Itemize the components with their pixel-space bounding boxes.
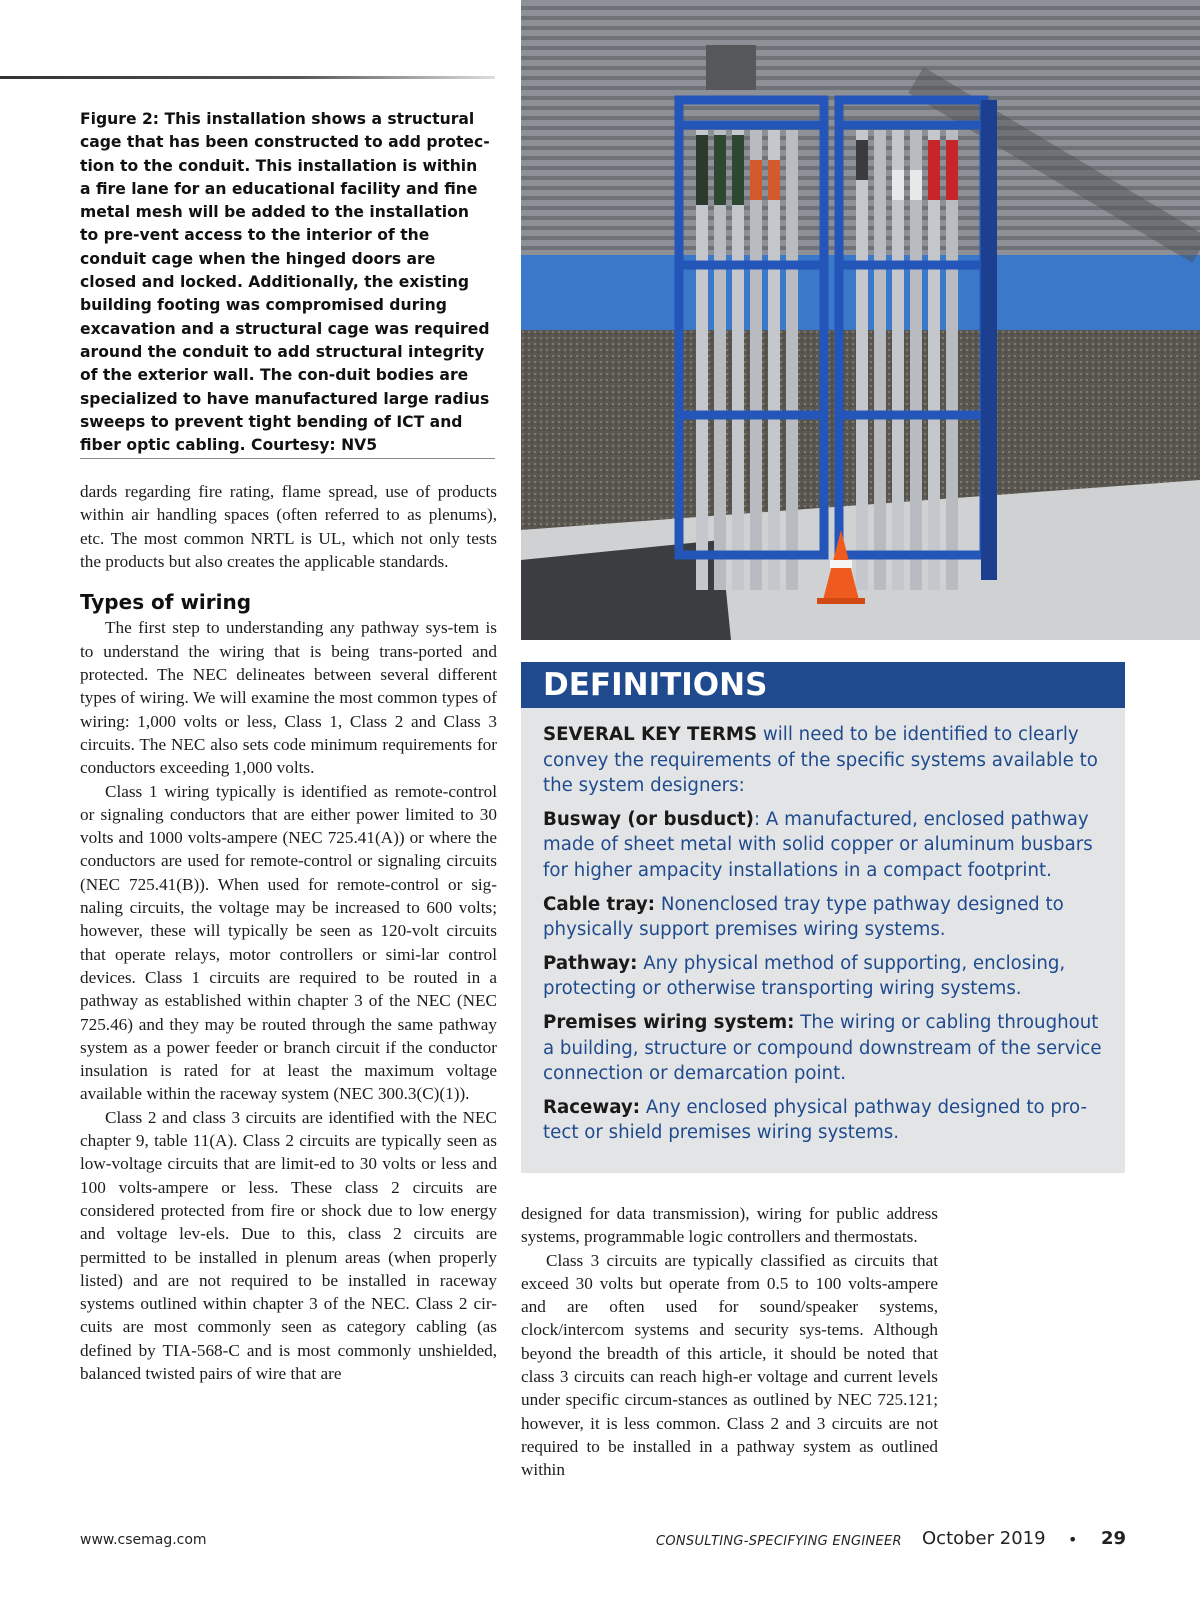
intro-bold: SEVERAL KEY TERMS [543, 724, 758, 745]
definition-item [543, 892, 1103, 943]
definition-sep: : [754, 808, 766, 830]
article-column-left [80, 480, 497, 1385]
paragraph: designed for data transmission), wiring for public address systems, programmable logic controllers and thermostats. [521, 1204, 938, 1247]
definition-item [543, 1010, 1103, 1087]
caption-divider [80, 458, 495, 459]
paragraph: The first step to understanding any pathway sys-tem is to understand the wiring that is being trans-ported and protected. The NEC delineates between several different types of wiring. We will examine the most common types of wiring: 1,000 volts or less, Class 1, Class 2 and Class 3 circuits. The NEC also sets code minimum requirements for conductors exceeding 1,000 volts. [80, 618, 497, 778]
figure-caption: Figure 2: This installation shows a structural cage that has been constructed to add protec-tion to the conduit. This installation is within a fire lane for an educational facility and fine metal mesh will be added to the installation to pre-vent access to the interior of the conduit cage when the hinged doors are closed and locked. Additionally, the existing building footing was compromised during excavation and a structural cage was required around the conduit to add structural integrity of the exterior wall. The con-duit bodies are specialized to have manufactured large radius sweeps to prevent tight bending of ICT and fiber optic cabling. Courtesy: NV5 [80, 110, 490, 455]
article-column-right [521, 1202, 938, 1482]
definition-term: Busway (or busduct) [543, 808, 754, 830]
photo-illustration [521, 0, 1200, 640]
intro-paragraph: dards regarding fire rating, flame spread, use of products within air handling spaces (often referred to as plenums), etc. The most common NRTL is UL, which not only tests the products but also creates the applicable standards. [80, 482, 497, 571]
definitions-title: DEFINITIONS [521, 662, 1125, 708]
definition-text: The wiring or cabling throughout a building, structure or compound downstream of the service connection or demarcation point. [543, 1011, 1102, 1085]
definitions-sidebar [521, 662, 1125, 1173]
paragraph: Class 3 circuits are typically classified as circuits that exceed 30 volts but operate from 0.5 to 100 volts-ampere and are often used for sound/speaker systems, clock/intercom systems and security sys-tems. Although beyond the breadth of this article, it should be noted that class 3 circuits can reach high-er voltage and current levels under specific circum-stances as outlined by NEC 725.121; however, it is less common. Class 2 and 3 circuits are not required to be installed in a pathway system as outlined within [521, 1250, 938, 1480]
paragraph: Class 1 wiring typically is identified as remote-control or signaling conductors that are either power limited to 30 volts and 1000 volts-ampere (NEC 725.41(A)) or where the conductors are used for remote-control or signaling circuits (NEC 725.41(B)). When used for remote-control or sig-naling circuits, the voltage may be increased to 600 volts; however, these will typically be seen as 120-volt circuits that operate relays, motor controllers or simi-lar control devices. Class 1 circuits are required to be routed in a pathway as established within chapter 3 of the NEC (NEC 725.46) and they may be routed through the same pathway system as a power feeder or branch circuit if the conductor insulation is rated for at least the maximum voltage available within the raceway system (NEC 300.3(C)(1)). [80, 781, 497, 1104]
footer-website-link[interactable]: www.csemag.com [80, 1532, 207, 1548]
definition-term: Cable tray: [543, 893, 656, 915]
intro-rest: will need to be identified to clearly convey the requirements of the specific systems available to the system designers: [543, 724, 1098, 797]
definition-term: Pathway: [543, 952, 638, 974]
section-heading: Types of wiring [80, 590, 252, 615]
definition-text: Nonenclosed tray type pathway designed to physically support premises wiring systems. [543, 893, 1064, 941]
top-rule [0, 76, 495, 79]
definition-term: Raceway: [543, 1096, 641, 1118]
conduit-cage-photo [521, 0, 1200, 640]
definition-text: A manufactured, enclosed pathway made of sheet metal with solid copper or aluminum busbars for higher ampacity installations in a compact footprint. [543, 808, 1093, 881]
definition-item [543, 1095, 1103, 1146]
footer-magazine-name: CONSULTING-SPECIFYING ENGINEER [656, 1534, 902, 1549]
definitions-intro [543, 722, 1103, 799]
definition-text: Any physical method of supporting, enclosing, protecting or otherwise transporting wiring systems. [543, 952, 1066, 1000]
page-number: 29 [1101, 1528, 1127, 1549]
footer-issue-date: October 2019 [922, 1528, 1046, 1549]
definition-item [543, 951, 1103, 1002]
definitions-body [521, 708, 1125, 1146]
definition-term: Premises wiring system: [543, 1011, 795, 1033]
footer-bullet: • [1068, 1530, 1078, 1549]
definition-text: Any enclosed physical pathway designed to pro-tect or shield premises wiring systems. [543, 1096, 1088, 1144]
paragraph: Class 2 and class 3 circuits are identified with the NEC chapter 9, table 11(A). Class 2 circuits are typically seen as low-voltage circuits that are limit-ed to 30 volts or less and 100 volts-ampere or less. These class 2 circuits are considered protected from fire or shock due to low energy and voltage lev-els. Due to this, class 2 circuits are permitted to be installed in plenum areas (when properly listed) and are not required to be installed in raceway systems outlined within chapter 3 of the NEC. Class 2 cir-cuits are most commonly seen as category cabling (as defined by TIA-568-C and is most commonly unshielded, balanced twisted pairs of wire that are [80, 1107, 497, 1383]
definition-item [543, 807, 1103, 884]
